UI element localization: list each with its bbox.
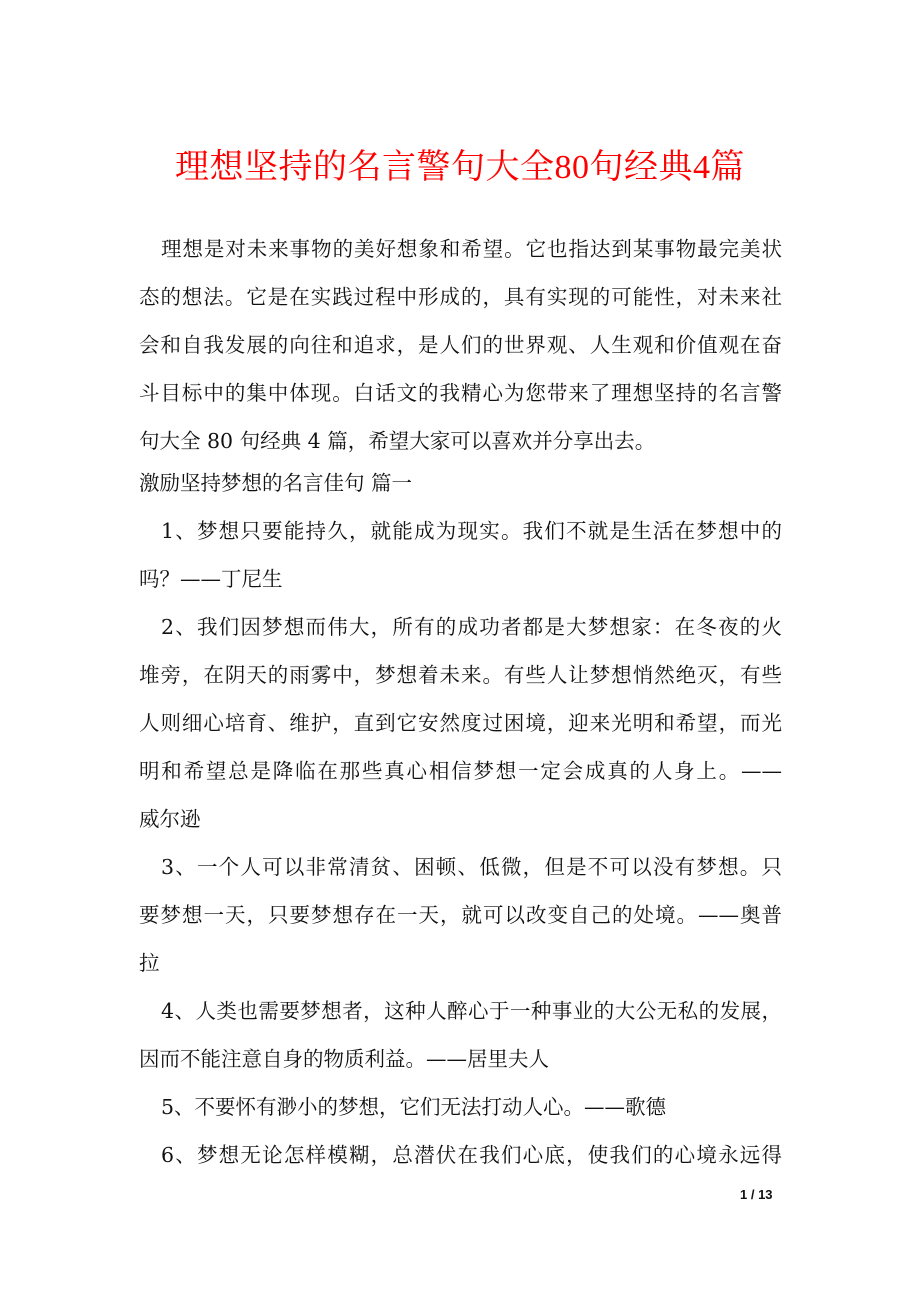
page-indicator: 1 / 13	[740, 1187, 773, 1202]
quote-line: 要梦想一天，只要梦想存在一天，就可以改变自己的处境。——奥普	[139, 903, 782, 927]
quote-line: 拉	[139, 951, 160, 975]
intro-line: 斗目标中的集中体现。白话文的我精心为您带来了理想坚持的名言警	[139, 381, 782, 405]
section-heading: 激励坚持梦想的名言佳句 篇一	[139, 471, 413, 495]
intro-line: 态的想法。它是在实践过程中形成的，具有实现的可能性，对未来社	[139, 285, 782, 309]
quote-line: 吗？——丁尼生	[139, 567, 283, 591]
quote-item-3	[139, 843, 782, 987]
intro-line: 句大全 80 句经典 4 篇，希望大家可以喜欢并分享出去。	[139, 429, 656, 453]
quote-line: 因而不能注意自身的物质利益。——居里夫人	[139, 1047, 549, 1071]
quote-line: 1、梦想只要能持久，就能成为现实。我们不就是生活在梦想中的	[161, 519, 782, 543]
quote-item-1	[139, 507, 782, 603]
quote-line: 明和希望总是降临在那些真心相信梦想一定会成真的人身上。——	[139, 759, 782, 783]
quote-line: 2、我们因梦想而伟大，所有的成功者都是大梦想家：在冬夜的火	[161, 615, 782, 639]
quote-item-6	[139, 1131, 782, 1179]
document-title: 理想坚持的名言警句大全80句经典4篇	[175, 149, 745, 186]
quote-line: 3、一个人可以非常清贫、困顿、低微，但是不可以没有梦想。只	[161, 855, 782, 879]
quote-line: 4、人类也需要梦想者，这种人醉心于一种事业的大公无私的发展，	[161, 999, 782, 1023]
quote-item-2	[139, 603, 782, 843]
document-body	[139, 225, 782, 1179]
quote-line: 威尔逊	[139, 807, 201, 831]
quote-line: 人则细心培育、维护，直到它安然度过困境，迎来光明和希望，而光	[139, 711, 782, 735]
quote-item-5	[139, 1083, 782, 1131]
intro-line: 理想是对未来事物的美好想象和希望。它也指达到某事物最完美状	[161, 237, 782, 261]
intro-line: 会和自我发展的向往和追求，是人们的世界观、人生观和价值观在奋	[139, 333, 782, 357]
quote-line: 6、梦想无论怎样模糊，总潜伏在我们心底，使我们的心境永远得	[161, 1143, 782, 1167]
quote-item-4	[139, 987, 782, 1083]
quote-line: 5、不要怀有渺小的梦想，它们无法打动人心。——歌德	[161, 1095, 667, 1119]
intro-paragraph	[139, 225, 782, 465]
quote-line: 堆旁，在阴天的雨雾中，梦想着未来。有些人让梦想悄然绝灭，有些	[139, 663, 782, 687]
